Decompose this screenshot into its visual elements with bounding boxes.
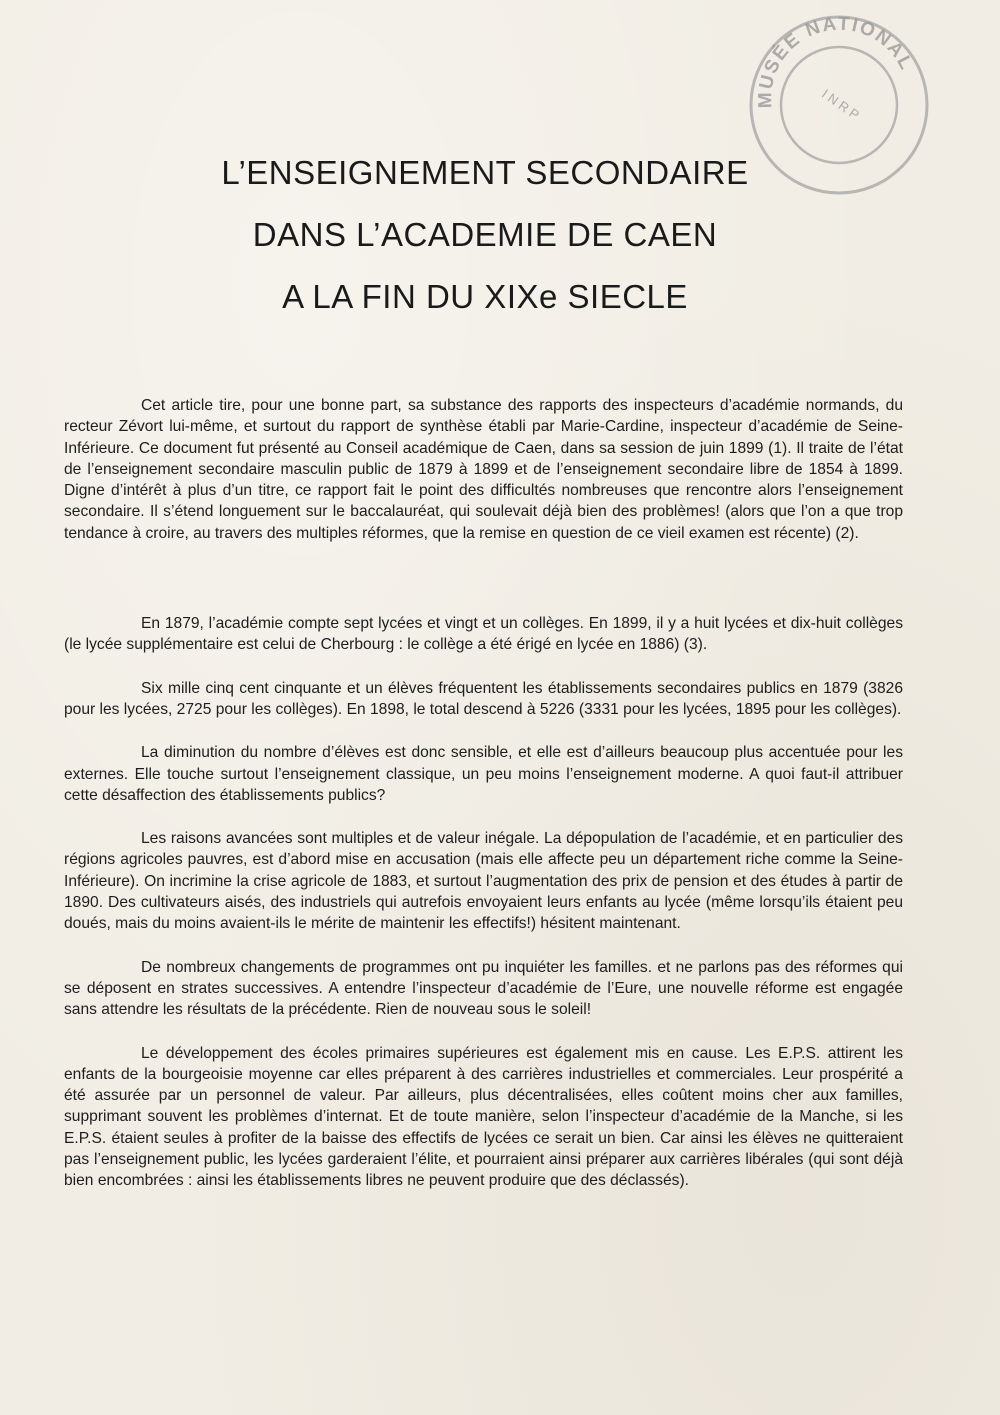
article-body	[64, 395, 903, 1192]
paragraph-1: Cet article tire, pour une bonne part, sa substance des rapports des inspecteurs d’académie normands, du recteur Zévort lui-même, et surtout du rapport de synthèse établi par Marie-Cardine, inspecteur d’académie de Seine-Inférieure. Ce document fut présenté au Conseil académique de Caen, dans sa session de juin 1899 (1). Il traite de l’état de l’enseignement secondaire masculin public de 1879 à 1899 et de l’enseignement secondaire libre de 1854 à 1899. Digne d’intérêt à plus d’un titre, ce rapport fait le point des difficultés nombreuses que rencontre alors l’enseignement secondaire. Il s’étend longuement sur le baccalauréat, qui soulevait déjà bien des problèmes! (alors que l’on a que trop tendance à croire, au travers des multiples réformes, que la remise en question de ce vieil examen est récente) (2).	[64, 397, 903, 542]
title-line-1: L’ENSEIGNEMENT SECONDAIRE	[221, 154, 749, 191]
stamp-ring-text: MUSÉE NATIONAL	[755, 13, 918, 109]
paragraph-3: Six mille cinq cent cinquante et un élèves fréquentent les établissements secondaires publics en 1879 (3826 pour les lycées, 2725 pour les collèges). En 1898, le total descend à 5226 (3331 pour les lycées, 1895 pour les collèges).	[64, 679, 903, 718]
paragraph-2: En 1879, l’académie compte sept lycées et vingt et un collèges. En 1899, il y a huit lycées et dix-huit collèges (le lycée supplémentaire est celui de Cherbourg : le collège a été érigé en lycée en 1886) (3).	[64, 615, 903, 654]
paragraph-4: La diminution du nombre d’élèves est donc sensible, et elle est d’ailleurs beaucoup plus accentuée pour les externes. Elle touche surtout l’enseignement classique, un peu moins l’enseignement moderne. A quoi faut-il attribuer cette désaffection des établissements publics?	[64, 744, 903, 804]
title-line-3: A LA FIN DU XIXe SIECLE	[282, 278, 688, 315]
article-title	[100, 142, 870, 328]
paragraph-6: De nombreux changements de programmes ont pu inquiéter les familles. et ne parlons pas des réformes qui se déposent en strates successives. A entendre l’inspecteur d’académie de l’Eure, une nouvelle réforme est engagée sans attendre les résultats de la précédente. Rien de nouveau sous le soleil!	[64, 958, 903, 1019]
paragraph-7: Le développement des écoles primaires supérieures est également mis en cause. Les E.P.S. attirent les enfants de la bourgeoisie moyenne car elles préparent à des carrières industrielles et commerciales. Leur prospérité a été assurée par un personnel de valeur. Par ailleurs, plus décentralisées, elles coûtent moins cher aux familles, supprimant souvent les problèmes d’internat. Et de toute manière, selon l’inspecteur d’académie de la Manche, si les E.P.S. étaient seules à profiter de la baisse des effectifs de lycées ce serait un bien. Car ainsi les élèves ne quitteraient pas l’enseignement public, les lycées garderaient l’élite, et pourraient ainsi préparer aux carrières libérales (qui sont déjà bien encombrées : ainsi les établissements libres ne peuvent produire que des déclassés).	[64, 1044, 903, 1190]
title-line-2: DANS L’ACADEMIE DE CAEN	[252, 216, 718, 253]
paragraph-5: Les raisons avancées sont multiples et de valeur inégale. La dépopulation de l’académie, et en particulier des régions agricoles pauvres, est d’abord mise en accusation (mais elle affecte peu un département riche comme la Seine-Inférieure). On incrimine la crise agricole de 1883, et surtout l’augmentation des prix de pension et des études à partir de 1890. Des cultivateurs aisés, des industriels qui autrefois envoyaient leurs enfants au lycée (même lorsqu’ils étaient peu doués, mais du moins avaient-ils le mérite de maintenir les effectifs!) hésitent maintenant.	[64, 830, 903, 933]
stamp-center-text: I N R P	[819, 86, 863, 123]
